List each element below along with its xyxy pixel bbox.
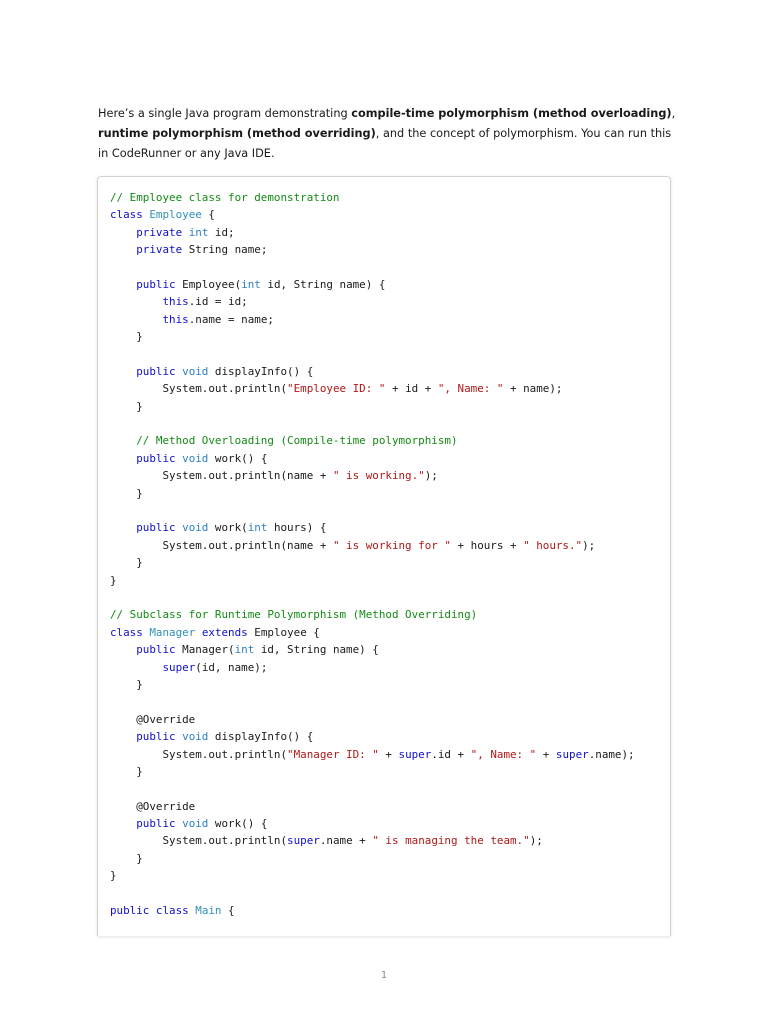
- code-line: [110, 606, 635, 623]
- code-token-plain: id;: [208, 225, 235, 239]
- code-token-kw: private: [136, 243, 183, 257]
- code-token-plain: );: [582, 538, 596, 552]
- code-token-typ: int: [241, 277, 261, 291]
- code-token-kw: public: [110, 904, 150, 918]
- code-token-kw: class: [155, 904, 189, 918]
- code-line: [110, 885, 635, 902]
- code-token-kw: this: [162, 295, 189, 309]
- code-token-plain: [110, 278, 136, 291]
- code-token-plain: [110, 452, 136, 465]
- code-line: [110, 328, 635, 345]
- code-token-plain: [110, 661, 162, 674]
- code-token-plain: [110, 643, 136, 656]
- code-line: [110, 728, 635, 745]
- code-token-plain: }: [110, 764, 143, 778]
- code-line: [110, 902, 635, 919]
- code-token-plain: [110, 243, 136, 256]
- code-line: [110, 398, 635, 415]
- code-line: [110, 798, 635, 815]
- code-token-kw: super: [555, 747, 589, 761]
- code-token-typ: int: [247, 521, 268, 535]
- code-line: [110, 189, 635, 206]
- code-line: [110, 241, 635, 258]
- code-token-plain: );: [424, 469, 438, 483]
- code-token-kw: public: [136, 277, 176, 291]
- code-token-kw: public: [136, 521, 176, 535]
- code-token-typ: void: [182, 521, 209, 535]
- code-line: [110, 589, 635, 606]
- intro-text: ,: [671, 107, 676, 120]
- code-token-str: " is working for ": [332, 538, 451, 552]
- code-token-plain: [110, 226, 136, 239]
- code-token-kw: public: [136, 730, 176, 744]
- code-token-str: "Manager ID: ": [287, 747, 379, 761]
- code-line: [110, 815, 635, 832]
- code-line: [110, 554, 635, 571]
- code-token-plain: + id +: [385, 382, 438, 396]
- code-token-plain: [110, 434, 136, 447]
- code-token-plain: }: [110, 677, 143, 691]
- code-token-plain: Employee(: [175, 277, 242, 291]
- code-token-plain: + hours +: [450, 538, 524, 552]
- code-line: [110, 346, 635, 363]
- code-token-plain: work() {: [208, 817, 268, 831]
- code-token-plain: [110, 730, 136, 743]
- code-token-cls: Employee: [149, 208, 202, 222]
- code-token-plain: hours) {: [267, 521, 327, 535]
- intro-text: Here’s a single Java program demonstrating: [98, 107, 352, 120]
- code-token-kw: public: [136, 643, 176, 657]
- code-token-plain: id, String name) {: [260, 277, 386, 291]
- code-token-typ: void: [182, 451, 209, 465]
- code-line: [110, 363, 635, 380]
- code-token-str: "Employee ID: ": [287, 382, 386, 396]
- code-line: [110, 293, 635, 310]
- code-line: [110, 380, 635, 397]
- code-line: [110, 259, 635, 276]
- code-token-com: // Subclass for Runtime Polymorphism (Method Overriding): [110, 608, 478, 622]
- code-token-plain: work(: [208, 521, 248, 535]
- code-line: [110, 224, 635, 241]
- code-token-plain: String name;: [182, 243, 268, 257]
- code-token-typ: int: [188, 225, 209, 239]
- intro-bold-text: runtime polymorphism (method overriding): [98, 127, 376, 140]
- code-token-plain: }: [110, 573, 117, 587]
- code-line: [110, 432, 635, 449]
- code-token-com: // Employee class for demonstration: [110, 191, 340, 204]
- code-token-plain: System.out.println(name +: [110, 469, 333, 483]
- code-token-typ: void: [182, 817, 209, 831]
- code-line: [110, 485, 635, 502]
- code-token-plain: }: [110, 486, 143, 500]
- code-token-plain: Employee {: [247, 625, 320, 639]
- code-token-kw: public: [136, 364, 176, 378]
- code-token-plain: }: [110, 399, 143, 413]
- code-token-plain: }: [110, 851, 143, 865]
- code-token-plain: .id +: [431, 747, 471, 761]
- code-line: [110, 467, 635, 484]
- code-token-plain: [110, 365, 136, 378]
- code-token-plain: {: [221, 904, 235, 918]
- code-token-str: " is managing the team.": [372, 834, 530, 848]
- code-token-str: ", Name: ": [437, 382, 504, 396]
- code-token-plain: .name = name;: [188, 312, 274, 326]
- code-token-plain: (id, name);: [195, 660, 268, 674]
- code-content: [110, 189, 635, 919]
- code-line: [110, 867, 635, 884]
- code-token-plain: id, String name) {: [254, 643, 379, 657]
- code-token-plain: .name);: [588, 747, 635, 761]
- code-block: [97, 176, 671, 936]
- code-token-plain: [110, 521, 136, 534]
- code-token-plain: displayInfo() {: [208, 730, 314, 744]
- code-line: [110, 832, 635, 849]
- code-line: [110, 763, 635, 780]
- code-token-plain: );: [529, 834, 543, 848]
- code-token-plain: System.out.println(name +: [110, 538, 333, 552]
- code-token-plain: displayInfo() {: [208, 364, 314, 378]
- code-token-str: " is working.": [332, 469, 425, 483]
- code-line: [110, 746, 635, 763]
- code-token-plain: @Override: [110, 799, 196, 813]
- code-token-str: ", Name: ": [470, 747, 537, 761]
- code-token-plain: .id = id;: [188, 295, 248, 309]
- code-token-kw: private: [136, 225, 183, 239]
- code-token-com: // Method Overloading (Compile-time polymorphism): [136, 434, 458, 448]
- code-line: [110, 676, 635, 693]
- code-token-kw: public: [136, 451, 176, 465]
- code-line: [110, 624, 635, 641]
- code-line: [110, 415, 635, 432]
- code-token-typ: int: [234, 643, 255, 657]
- code-token-kw: class: [110, 625, 143, 639]
- page-number: 1: [380, 970, 388, 981]
- code-token-kw: super: [398, 747, 432, 761]
- code-token-plain: work() {: [208, 451, 268, 465]
- intro-text: , and the concept of polymorphism. You can run this in CodeRunner or any Java IDE.: [98, 127, 672, 160]
- code-token-plain: }: [110, 869, 117, 883]
- code-token-str: " hours.": [523, 538, 583, 552]
- code-token-plain: [110, 313, 162, 326]
- code-token-plain: {: [201, 208, 215, 222]
- code-line: [110, 850, 635, 867]
- code-token-kw: extends: [201, 625, 248, 639]
- code-token-plain: [110, 295, 162, 308]
- code-line: [110, 450, 635, 467]
- code-token-kw: this: [162, 312, 189, 326]
- code-token-cls: Manager: [149, 625, 196, 639]
- code-line: [110, 572, 635, 589]
- code-token-plain: +: [536, 747, 556, 761]
- intro-bold-text: compile-time polymorphism (method overloading): [351, 107, 672, 120]
- code-token-plain: System.out.println(: [110, 747, 288, 761]
- code-token-kw: super: [162, 660, 196, 674]
- code-token-plain: System.out.println(: [110, 382, 288, 396]
- code-token-plain: }: [110, 556, 143, 570]
- code-line: [110, 641, 635, 658]
- code-line: [110, 711, 635, 728]
- code-line: [110, 780, 635, 797]
- code-token-plain: [110, 817, 136, 830]
- code-line: [110, 693, 635, 710]
- code-token-plain: + name);: [503, 382, 563, 396]
- code-line: [110, 276, 635, 293]
- code-token-cls: Main: [195, 904, 222, 918]
- code-line: [110, 519, 635, 536]
- code-line: [110, 206, 635, 223]
- code-token-kw: class: [110, 208, 143, 222]
- code-token-kw: public: [136, 817, 176, 831]
- code-token-plain: }: [110, 330, 143, 344]
- code-line: [110, 537, 635, 554]
- code-token-plain: +: [378, 747, 399, 761]
- code-token-plain: @Override: [110, 712, 196, 726]
- code-token-plain: System.out.println(: [110, 834, 288, 848]
- code-line: [110, 659, 635, 676]
- code-line: [110, 502, 635, 519]
- code-token-typ: void: [182, 730, 209, 744]
- code-token-plain: .name +: [319, 834, 373, 848]
- code-token-plain: Manager(: [175, 643, 235, 657]
- intro-paragraph: [98, 104, 676, 164]
- code-token-typ: void: [182, 364, 209, 378]
- code-token-kw: super: [287, 834, 320, 848]
- code-line: [110, 311, 635, 328]
